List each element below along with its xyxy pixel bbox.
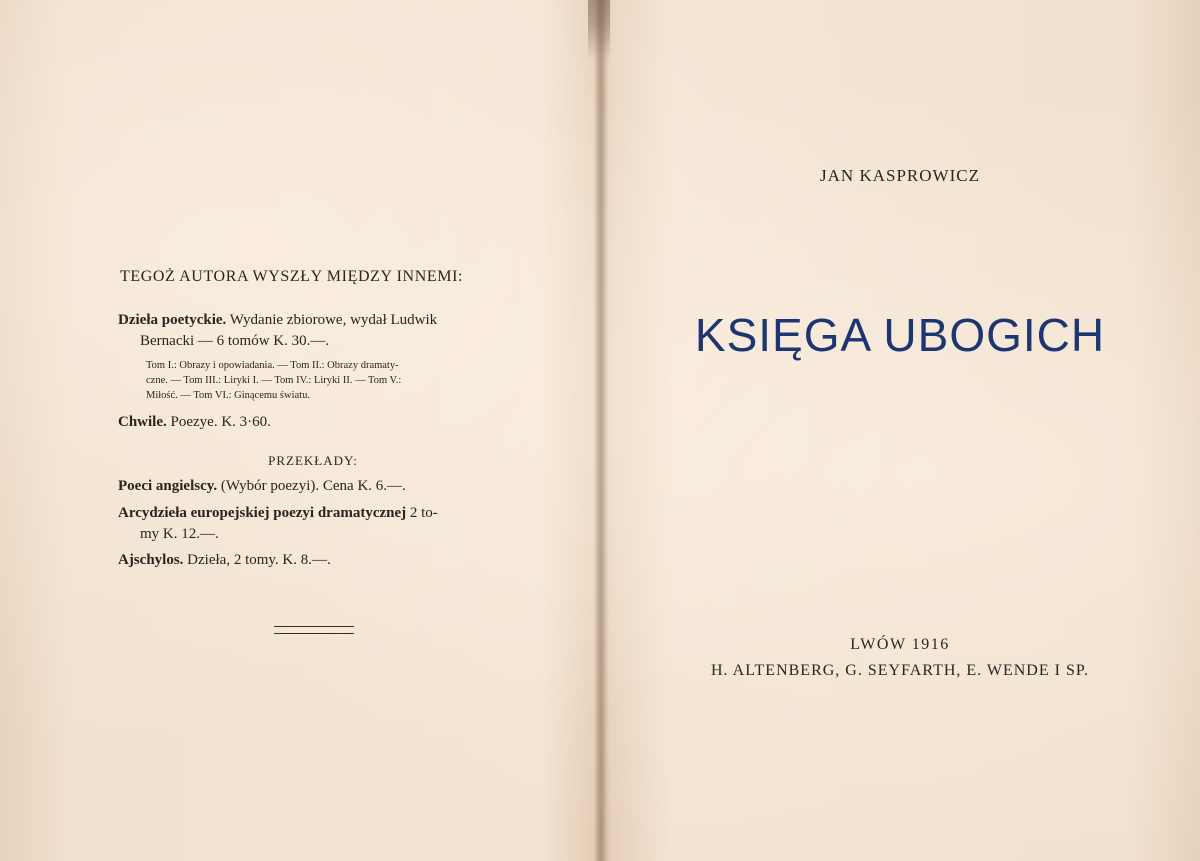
- imprint-city-year: LWÓW 1916: [850, 636, 950, 653]
- right-page: [600, 0, 1200, 861]
- volumes-note-line: Miłość. — Tom VI.: Ginącemu światu.: [146, 390, 310, 401]
- book-title: KSIĘGA UBOGICH: [694, 309, 1106, 361]
- translation-title: Ajschylos.: [118, 552, 184, 568]
- translation-description: (Wybór poezyi). Cena K. 6.—.: [217, 478, 406, 494]
- imprint-publisher: H. ALTENBERG, G. SEYFARTH, E. WENDE I SP.: [711, 662, 1089, 679]
- translation-entry: [118, 503, 438, 524]
- translation-entry: [118, 476, 406, 497]
- work-entry-dziela: [118, 310, 437, 331]
- work-description-cont: Bernacki — 6 tomów K. 30.—.: [140, 333, 330, 349]
- work-description: Poezye. K. 3·60.: [166, 414, 271, 430]
- volumes-note-line: Tom I.: Obrazy i opowiadania. — Tom II.: Obrazy dramaty-: [146, 360, 399, 371]
- translation-entry: [118, 550, 331, 571]
- work-entry-dziela-cont: [118, 331, 329, 352]
- translation-description-cont: my K. 12.—.: [140, 526, 219, 542]
- translation-title: Poeci angielscy.: [118, 478, 218, 494]
- translation-description: 2 to-: [406, 505, 438, 521]
- author-name: JAN KASPROWICZ: [820, 166, 980, 185]
- translation-description: Dzieła, 2 tomy. K. 8.—.: [183, 552, 331, 568]
- translation-entry-cont: [118, 524, 219, 545]
- other-works-heading: TEGOŻ AUTORA WYSZŁY MIĘDZY INNEMI:: [120, 268, 464, 285]
- work-description: Wydanie zbiorowe, wydał Ludwik: [226, 312, 438, 328]
- work-entry-chwile: [118, 412, 271, 433]
- work-title: Dzieła poetyckie.: [118, 312, 227, 328]
- work-title: Chwile.: [118, 414, 167, 430]
- translations-heading: PRZEKŁADY:: [268, 453, 358, 468]
- double-rule-divider: [274, 626, 354, 634]
- translation-title: Arcydzieła europejskiej poezyi dramatycznej: [118, 505, 407, 521]
- volumes-note-line: czne. — Tom III.: Liryki I. — Tom IV.: Liryki II. — Tom V.:: [146, 375, 402, 386]
